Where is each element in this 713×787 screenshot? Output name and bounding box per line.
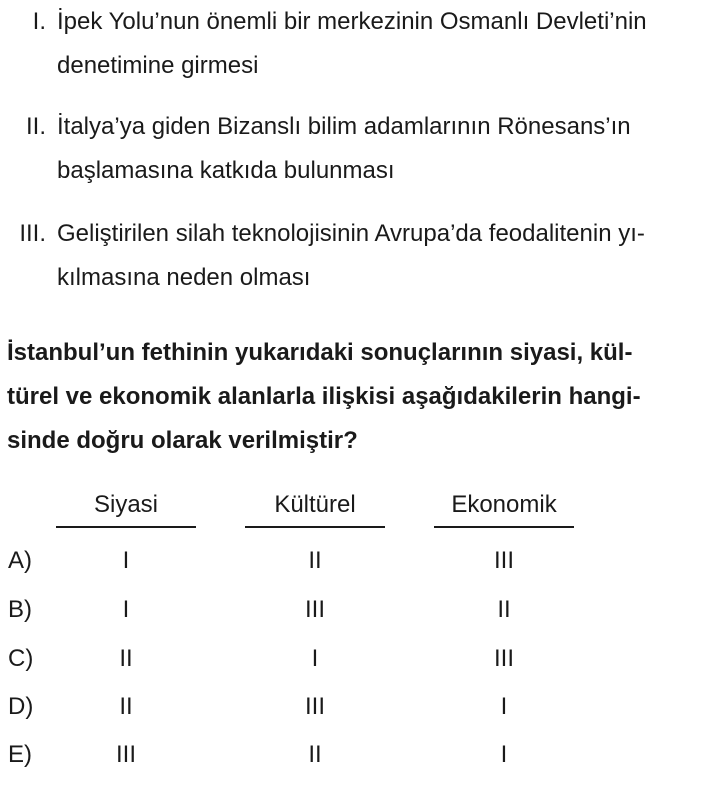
cell-ekonomik: I bbox=[500, 741, 508, 768]
statement-line: kılmasına neden olması bbox=[57, 264, 311, 291]
statement-line: Geliştirilen silah teknolojisinin Avrupa’da feodalitenin yı- bbox=[57, 220, 645, 247]
statement-line: İpek Yolu’nun önemli bir merkezinin Osmanlı Devleti’nin bbox=[57, 8, 647, 35]
cell-kulturel: II bbox=[308, 741, 322, 768]
option-letter: A) bbox=[8, 547, 32, 574]
column-header-kulturel: Kültürel bbox=[274, 491, 356, 518]
statement-numeral: III. bbox=[19, 220, 46, 247]
statement-line: İtalya’ya giden Bizanslı bilim adamlarının Rönesans’ın bbox=[57, 113, 631, 140]
option-letter: E) bbox=[8, 741, 32, 768]
cell-ekonomik: I bbox=[500, 693, 508, 720]
cell-siyasi: I bbox=[122, 547, 130, 574]
question-line: türel ve ekonomik alanlarla ilişkisi aşağıdakilerin hangi- bbox=[7, 383, 641, 410]
column-underline bbox=[434, 526, 574, 528]
statement-numeral: II. bbox=[25, 113, 46, 140]
statement-text bbox=[57, 212, 707, 300]
column-underline bbox=[245, 526, 385, 528]
cell-siyasi: II bbox=[119, 645, 133, 672]
statement-numeral: I. bbox=[32, 8, 46, 35]
column-header-ekonomik: Ekonomik bbox=[451, 491, 557, 518]
statement-text bbox=[57, 105, 707, 193]
cell-siyasi: II bbox=[119, 693, 133, 720]
cell-kulturel: I bbox=[311, 645, 319, 672]
cell-siyasi: III bbox=[115, 741, 136, 768]
statement-line: denetimine girmesi bbox=[57, 52, 259, 79]
option-letter: D) bbox=[8, 693, 34, 720]
option-letter: C) bbox=[8, 645, 34, 672]
cell-ekonomik: III bbox=[493, 645, 514, 672]
cell-kulturel: III bbox=[304, 596, 325, 623]
cell-ekonomik: III bbox=[493, 547, 514, 574]
option-letter: B) bbox=[8, 596, 32, 623]
cell-kulturel: II bbox=[308, 547, 322, 574]
statement-line: başlamasına katkıda bulunması bbox=[57, 157, 395, 184]
statement-text bbox=[57, 0, 707, 88]
question-line: sinde doğru olarak verilmiştir? bbox=[7, 427, 358, 454]
question-line: İstanbul’un fethinin yukarıdaki sonuçlarının siyasi, kül- bbox=[7, 339, 633, 366]
cell-ekonomik: II bbox=[497, 596, 511, 623]
column-underline bbox=[56, 526, 196, 528]
cell-kulturel: III bbox=[304, 693, 325, 720]
column-header-siyasi: Siyasi bbox=[93, 491, 159, 518]
cell-siyasi: I bbox=[122, 596, 130, 623]
question-text bbox=[7, 331, 697, 463]
